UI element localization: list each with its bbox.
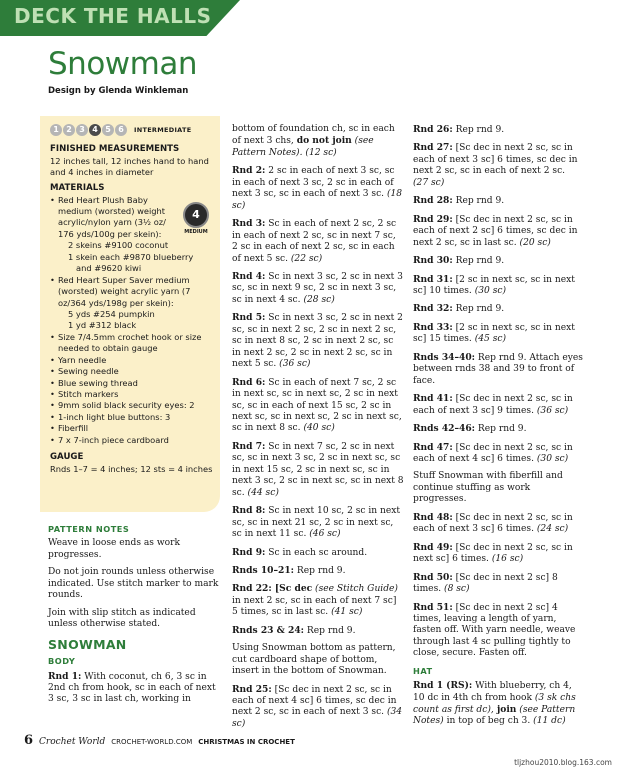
round-label: Rnd 3:: [232, 218, 266, 230]
yarn-weight-label: MEDIUM: [184, 229, 208, 235]
round-label: Rnd 27:: [413, 142, 453, 154]
section-banner-title: DECK THE HALLS: [14, 4, 212, 28]
stitch-count: (12 sc): [302, 147, 337, 158]
stitch-count: (41 sc): [328, 607, 363, 618]
round-instruction: [413, 255, 583, 267]
list-item: • 9mm solid black security eyes: 2: [50, 400, 214, 411]
list-item: • 7 x 7-inch piece cardboard: [50, 435, 214, 446]
round-text: Sc in next 3 sc, 2 sc in next 3 sc, sc in next 9 sc, 2 sc in next 3 sc, sc in next 4 sc.: [232, 271, 403, 305]
round-instruction: [413, 442, 583, 466]
round-instruction: [413, 680, 583, 728]
stitch-count: (27 sc): [413, 177, 445, 188]
round-text: [Sc dec in next 2 sc, sc in next sc] 6 times.: [413, 542, 573, 565]
stitch-count: (8 sc): [441, 584, 470, 595]
round-instruction: [413, 393, 583, 417]
round-text: Rep rnd 9.: [452, 256, 505, 267]
round-text: Rep rnd 9.: [452, 304, 505, 315]
round-instruction: [413, 602, 583, 660]
page-title: Snowman: [48, 46, 197, 82]
round-instruction: [232, 218, 404, 265]
round-label: Rnd 22:: [232, 583, 272, 595]
round-label: Rnd 7:: [232, 440, 266, 452]
skill-dot-1: 1: [50, 124, 62, 136]
list-item: • Stitch markers: [50, 389, 214, 400]
round-label: Rnd 50:: [413, 571, 453, 583]
stitch-count: (36 sc): [533, 405, 569, 416]
round-instruction: [413, 274, 583, 298]
round-instruction: [413, 303, 583, 315]
round-label: Rnds 42–46:: [413, 423, 476, 435]
round-text: [Sc dec in next 2 sc, sc in each of next 3 sc] 6 times, sc dec in next 2 sc, sc in each of next 2 sc.: [413, 143, 578, 177]
round-instruction: [232, 165, 404, 212]
column-1: [48, 524, 220, 712]
round-instruction: [232, 547, 404, 559]
round-text: Sc in next 3 sc, 2 sc in next 2 sc, sc in next 2 sc, 2 sc in next 2 sc, sc in next 8 sc, 2 sc in next 2 sc, sc in next 2 sc, 2 sc in next 2 sc, sc in next 5 sc.: [232, 313, 403, 370]
round-label: Rnd 28:: [413, 195, 453, 207]
stitch-count: (36 sc): [276, 359, 311, 370]
column-3: [413, 124, 583, 734]
stitch-count: (45 sc): [471, 334, 507, 345]
yarn-weight-number: 4: [183, 202, 209, 228]
round-label: Rnd 30:: [413, 255, 453, 267]
hat-heading: HAT: [413, 665, 433, 676]
measurements-heading: FINISHED MEASUREMENTS: [50, 144, 180, 154]
list-item: • Red Heart Plush Baby medium (worsted) weight acrylic/nylon yarn (3½ oz/ 176 yds/100g per skein):: [50, 195, 214, 241]
round-instruction: [413, 572, 583, 596]
round-text: Rep rnd 9.: [294, 565, 346, 576]
stitch-count: (40 sc): [300, 423, 335, 434]
round-instruction: [232, 505, 404, 540]
round-text: Rep rnd 9.: [304, 625, 356, 636]
materials-heading: MATERIALS: [50, 182, 105, 193]
column-2: [232, 124, 404, 736]
round-label: Rnd 31:: [413, 273, 453, 285]
round-text: [Sc dec in next 2 sc, sc in each of next 4 sc] 6 times.: [413, 442, 573, 464]
round-instruction: [413, 214, 583, 249]
round-text-italic: (see Pattern Notes): [413, 705, 576, 727]
round-label: Rnd 8:: [232, 505, 266, 517]
round-text-italic: (see Pattern Notes).: [232, 136, 374, 158]
skill-level: [50, 124, 214, 136]
gauge-text: Rnds 1–7 = 4 inches; 12 sts = 4 inches: [50, 464, 213, 475]
stitch-count: (22 sc): [287, 253, 323, 264]
list-item: 1 yd #312 black: [68, 320, 137, 331]
round-instruction: [232, 684, 404, 731]
round-instruction: [232, 312, 404, 370]
round-label: Rnd 2:: [232, 165, 266, 177]
round-text: With blueberry, ch 4, 10 dc in 4th ch from hook: [413, 681, 572, 703]
stitch-count: (44 sc): [244, 487, 279, 498]
stitch-count: (20 sc): [516, 237, 551, 248]
round-text: [Sc dec in next 2 sc, sc in each of next 4 sc] 6 times, sc dec in next 2 sc, sc in each of next 3 sc.: [232, 684, 397, 718]
round-text: Sc in next 7 sc, 2 sc in next sc, sc in next 3 sc, 2 sc in next sc, sc in next 15 sc, 2 sc in next sc, sc in next 3 sc, 2 sc in next sc, sc in next 8 sc.: [232, 441, 404, 498]
round-label: Rnd 26:: [413, 124, 453, 135]
round-label: Rnd 49:: [413, 541, 453, 553]
round-text: [Sc dec in next 2 sc, sc in each of next 2 sc] 6 times, sc dec in next 2 sc, sc in last sc.: [413, 214, 578, 248]
round-instruction: [413, 322, 583, 346]
list-item: • Size 7/4.5mm crochet hook or size needed to obtain gauge: [50, 332, 214, 355]
skill-dot-6: 6: [115, 124, 127, 136]
list-item: • Sewing needle: [50, 366, 214, 377]
round-instruction: [413, 352, 583, 387]
round-text: in top of beg ch 3.: [443, 716, 531, 727]
round-instruction: [48, 671, 220, 706]
round-text-bold: join: [493, 704, 517, 715]
round-text: Sc in each of next 2 sc, 2 sc in each of next 2 sc, sc in next 7 sc, 2 sc in each of next 2 sc, sc in each of next 5 sc.: [232, 219, 397, 264]
round-label: Rnd 25:: [232, 683, 272, 695]
round-text: [2 sc in next sc, sc in next sc] 15 times.: [413, 322, 575, 345]
page-footer: [24, 733, 295, 748]
issue-title: CHRISTMAS IN CROCHET: [198, 738, 295, 746]
skill-dot-5: 5: [102, 124, 114, 136]
round-label: Rnd 51:: [413, 601, 453, 613]
designer-credit: Design by Glenda Winkleman: [48, 86, 189, 96]
round-text: Sc in next 10 sc, 2 sc in next sc, sc in next 21 sc, 2 sc in next sc, sc in next 11 sc.: [232, 506, 401, 540]
round-text: Sc in each of next 7 sc, 2 sc in next sc, sc in next sc, 2 sc in next sc, sc in each of next 15 sc, 2 sc in next sc, sc in next sc, 2 sc in next sc, sc in next 8 sc.: [232, 377, 402, 434]
round-text-italic: (see Stitch Guide): [312, 584, 398, 595]
list-item: • Red Heart Super Saver medium (worsted) weight acrylic yarn (7 oz/364 yds/198g per skein):: [50, 275, 214, 309]
round-text: [Sc dec in next 2 sc, sc in each of next 3 sc] 9 times.: [413, 394, 573, 416]
stitch-count: (30 sc): [533, 453, 569, 464]
snowman-heading: SNOWMAN: [48, 636, 127, 652]
round-text: [Sc dec in next 2 sc, sc in each of next 3 sc] 6 times.: [413, 512, 573, 535]
round-label: Rnd 4:: [232, 270, 266, 282]
round-instruction: [232, 583, 404, 618]
round-text: Sc in each sc around.: [265, 547, 368, 558]
round-instruction: [413, 124, 583, 136]
round-text-bold: do not join: [296, 135, 352, 147]
round-instruction: [232, 124, 404, 159]
stitch-count: (34 sc): [232, 707, 403, 729]
list-item: • 1-inch light blue buttons: 3: [50, 412, 214, 423]
round-text-italic: (3 sk chs count as first dc),: [413, 692, 576, 715]
stitch-count: (16 sc): [488, 554, 524, 565]
round-instruction: [413, 423, 583, 435]
round-text: Rep rnd 9.: [475, 424, 527, 435]
measurements-text: 12 inches tall, 12 inches hand to hand and 4 inches in diameter: [50, 155, 209, 178]
round-instruction: [232, 625, 404, 637]
list-item: 1 skein each #9870 blueberry: [68, 251, 194, 262]
round-text: bottom of foundation ch, sc in each of next 3 chs,: [232, 124, 395, 147]
round-label: Rnd 5:: [232, 312, 266, 324]
pattern-note: Do not join rounds unless otherwise indicated. Use stitch marker to mark rounds.: [48, 567, 219, 601]
round-label: Rnds 10–21:: [232, 564, 295, 576]
round-label: Rnd 9:: [232, 546, 266, 558]
instruction-text: Stuff Snowman with fiberfill and continue stuffing as work progresses.: [413, 471, 563, 505]
round-label: Rnd 47:: [413, 441, 453, 453]
round-instruction: [232, 271, 404, 306]
round-instruction: [232, 441, 404, 499]
list-item: 5 yds #254 pumpkin: [68, 308, 155, 319]
round-text: [Sc dec in next 2 sc] 4 times, leaving a length of yarn, fasten off. With yarn needle, weave through last 4 sc pulling tightly to close, secure. Fasten off.: [413, 602, 576, 659]
stitch-count: (30 sc): [471, 285, 507, 296]
list-item: • Blue sewing thread: [50, 378, 214, 389]
round-text-bold: [Sc dec: [271, 583, 313, 595]
pattern-note: Weave in loose ends as work progresses.: [48, 538, 180, 560]
page-number: 6: [24, 733, 34, 748]
round-text: Rep rnd 9.: [452, 125, 505, 135]
round-instruction: [232, 377, 404, 435]
stitch-count: (11 dc): [530, 716, 566, 727]
skill-label: INTERMEDIATE: [134, 125, 192, 134]
round-label: Rnd 1 (RS):: [413, 680, 473, 692]
gauge-heading: GAUGE: [50, 452, 84, 463]
round-text: [Sc dec in next 2 sc] 8 times.: [413, 572, 558, 595]
list-item: 2 skeins #9100 coconut: [68, 240, 169, 251]
round-text: With coconut, ch 6, 3 sc in 2nd ch from hook, sc in each of next 3 sc, 3 sc in last ch, working in: [48, 671, 216, 705]
list-item: and #9620 kiwi: [76, 263, 142, 274]
stitch-count: (46 sc): [306, 529, 341, 540]
round-label: Rnd 48:: [413, 511, 453, 523]
round-label: Rnd 33:: [413, 321, 453, 333]
list-item: • Yarn needle: [50, 355, 214, 366]
instruction-text: Using Snowman bottom as pattern, cut cardboard shape of bottom, insert in the bottom of Snowman.: [232, 643, 396, 677]
yarn-weight-icon: [178, 202, 214, 236]
round-label: Rnd 6:: [232, 376, 266, 388]
round-label: Rnd 29:: [413, 213, 453, 225]
round-text: in next 2 sc, sc in each of next 7 sc] 5 times, sc in last sc.: [232, 595, 397, 618]
round-label: Rnds 34–40:: [413, 351, 476, 363]
round-label: Rnds 23 & 24:: [232, 624, 305, 636]
round-label: Rnd 41:: [413, 393, 453, 405]
pattern-notes-heading: PATTERN NOTES: [48, 524, 130, 534]
round-label: Rnd 1:: [48, 670, 82, 682]
body-heading: BODY: [48, 656, 76, 667]
watermark: tljzhou2010.blog.163.com: [514, 758, 612, 767]
stitch-count: (18 sc): [232, 189, 403, 211]
round-text: 2 sc in each of next 3 sc, sc in each of next 3 sc, 2 sc in each of next 3 sc, sc in each of next 3 sc.: [232, 166, 395, 200]
round-instruction: [413, 142, 583, 189]
round-instruction: [413, 512, 583, 536]
round-instruction: [413, 195, 583, 207]
round-instruction: [413, 542, 583, 566]
list-item: • Fiberfill: [50, 423, 214, 434]
round-text: Rep rnd 9.: [452, 196, 505, 207]
pattern-note: Join with slip stitch as indicated unless otherwise stated.: [48, 607, 196, 630]
skill-dot-2: 2: [63, 124, 75, 136]
round-text: Rep rnd 9. Attach eyes between rnds 38 and 39 to front of face.: [413, 352, 583, 386]
stitch-count: (24 sc): [533, 524, 569, 535]
round-label: Rnd 32:: [413, 303, 453, 315]
stitch-count: (28 sc): [300, 294, 335, 305]
magazine-site: CROCHET-WORLD.COM: [111, 738, 193, 746]
magazine-name: Crochet World: [39, 737, 106, 747]
skill-dot-3: 3: [76, 124, 88, 136]
skill-dot-4-active: 4: [89, 124, 101, 136]
round-instruction: [232, 565, 404, 577]
info-box: [40, 116, 220, 512]
round-text: [2 sc in next sc, sc in next sc] 10 times.: [413, 274, 575, 296]
